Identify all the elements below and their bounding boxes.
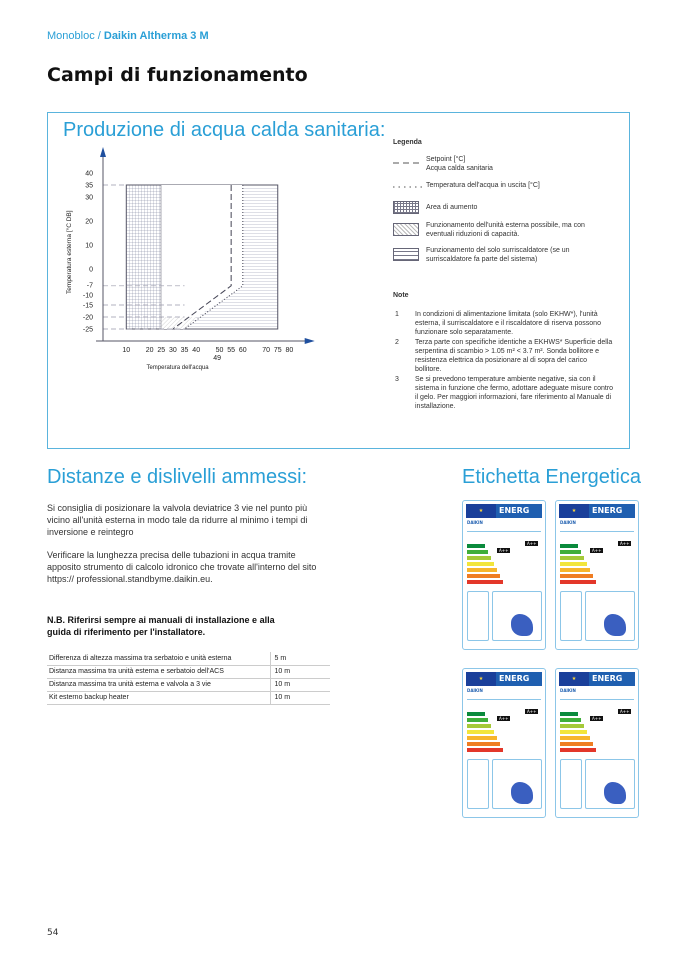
energy-label-card [555,500,639,650]
x-tick-label: 50 [215,347,224,354]
energy-label-card [462,500,546,650]
nb-note: N.B. Riferirsi sempre ai manuali di installazione e alla guida di riferimento per l'installatore. [47,615,275,637]
legend-text: Funzionamento del solo surriscaldatore (se un [426,247,570,254]
europe-map-icon [492,759,542,809]
y-axis-arrow [100,147,106,157]
energy-label-title: Etichetta Energetica [462,466,641,488]
x-tick-label: 80 [285,347,294,354]
table-row [47,691,330,704]
row-value: 10 m [270,678,330,691]
breadcrumb-product: Daikin Altherma 3 M [103,30,209,42]
legend-item-surriscaldatore [393,246,623,271]
europe-map-icon [585,591,635,641]
dhw-title: Produzione di acqua calda sanitaria: [63,119,386,141]
note-text: Se si prevedono temperature ambiente negative, sia con il sistema in funzione che fermo, adottare adeguate misure contro il gelo. Per maggiori informazioni, fare riferimento al Manuale di installazione. [415,376,614,410]
efficiency-class-bar [467,712,485,716]
brand-logo: DAIKIN [560,688,576,693]
eu-flag-icon: ★ [559,504,589,518]
operating-range-chart [60,143,320,378]
class-arrow: A++ [592,716,602,721]
legend-text: Funzionamento dell'unità esterna possibile, ma con [426,222,585,229]
efficiency-class-bar [467,736,497,740]
legend [393,138,623,412]
x-tick-label: 40 [192,347,201,354]
legend-item-setpoint [393,155,623,177]
table-row [47,678,330,691]
breadcrumb-section: Monobloc / [47,30,104,42]
dhw-section [47,112,630,449]
efficiency-class-bar [467,562,494,566]
efficiency-class-bar [467,574,500,578]
row-label: Kit esterno backup heater [47,691,270,704]
table-row [47,665,330,678]
brand-logo: DAIKIN [467,688,483,693]
efficiency-class-bar [560,712,578,716]
efficiency-class-bar [560,724,584,728]
y-tick-label: -15 [82,302,93,310]
legend-text: Area di aumento [426,204,478,211]
legend-text: Temperatura dell'acqua in uscita [°C] [426,182,540,189]
legend-item-outlet [393,177,623,199]
row-label: Differenza di altezza massima tra serbatoio e unità esterna [47,652,270,665]
y-tick-label: 10 [85,242,93,250]
row-label: Distanza massima tra unità esterna e valvola a 3 vie [47,678,270,691]
class-arrow: A++ [592,548,602,553]
efficiency-class-bar [560,550,581,554]
legend-item-riduzione [393,221,623,246]
row-value: 10 m [270,665,330,678]
efficiency-class-bar [560,748,596,752]
efficiency-class-bar [467,544,485,548]
row-value: 10 m [270,691,330,704]
y-tick-label: -10 [82,292,93,300]
x-tick-label: 75 [273,347,282,354]
grid-pattern-icon [393,201,419,214]
y-tick-label: -25 [82,326,93,334]
efficiency-class-bar [467,724,491,728]
legend-title: Legenda [393,139,422,146]
x-tick-label: 25 [157,347,166,354]
efficiency-class-bar [467,550,488,554]
y-axis-label: Temperatura esterna [°C DB] [66,210,73,294]
energy-label-card [462,668,546,818]
note-number: 3 [395,376,399,383]
distances-paragraph-2 [47,549,317,585]
efficiency-class-bar [560,580,596,584]
label-header [466,504,542,518]
notes-title: Note [393,292,409,299]
x-tick-label: 70 [262,347,270,354]
note-item [393,338,615,374]
efficiency-class-bar [560,568,590,572]
note-text: In condizioni di alimentazione limitata (solo EKHW*), l'unità esterna, il surriscaldatore e il riscaldatore di riserva possono funzionare solo separatamente. [415,311,601,336]
page-number: 54 [47,928,59,938]
y-tick-label: 20 [85,218,93,226]
paragraph-text: Verificare la lunghezza precisa delle tubazioni in acqua tramite apposito strumento di calcolo idronico che trovate all'interno del sito [47,550,317,572]
eu-flag-icon: ★ [466,672,496,686]
note-item [393,375,615,411]
efficiency-class-bar [560,556,584,560]
x-extra-label: 49 [213,355,222,362]
x-axis-label: Temperatura dell'acqua [146,365,209,371]
breadcrumb [47,30,209,42]
y-tick-label: 40 [85,170,93,178]
distances-paragraph-1: Si consiglia di posizionare la valvola deviatrice 3 vie nel punto più vicino all'unità esterna in modo tale da ridurre al minimo i tempi di inversione e reintegro [47,503,308,537]
house-icon [560,591,582,641]
efficiency-class-bar [560,718,581,722]
class-arrow: A++ [527,709,537,714]
x-tick-label: 60 [238,347,247,354]
label-header [559,504,635,518]
house-icon [467,591,489,641]
europe-map-icon [492,591,542,641]
y-tick-label: -20 [82,314,93,322]
legend-item-aumento [393,199,623,221]
dashed-line-icon [393,161,423,165]
eu-flag-icon: ★ [559,672,589,686]
notes-list [393,310,615,411]
energ-word: ENERG [499,506,530,515]
note-number: 1 [395,311,399,318]
efficiency-class-bar [467,568,497,572]
efficiency-class-bar [467,718,488,722]
brand-logo: DAIKIN [467,520,483,525]
website-link[interactable]: https:// professional.standbyme.daikin.eu. [47,574,213,584]
energ-word: ENERG [592,674,623,683]
efficiency-class-bar [560,544,578,548]
dotted-line-icon [393,185,423,189]
x-tick-label: 35 [180,347,189,354]
row-label: Distanza massima tra unità esterna e serbatoio dell'ACS [47,665,270,678]
hatch-pattern-icon [393,223,419,236]
table-row [47,652,330,665]
efficiency-class-bar [467,730,494,734]
efficiency-class-bar [467,580,503,584]
legend-text: surriscaldatore fa parte del sistema) [426,256,538,263]
efficiency-class-bar [467,748,503,752]
x-tick-label: 20 [145,347,154,354]
note-item [393,310,615,337]
x-tick-label: 55 [227,347,236,354]
legend-text: Acqua calda sanitaria [426,165,493,172]
brand-logo: DAIKIN [560,520,576,525]
class-arrow: A++ [620,709,630,714]
x-tick-label: 30 [169,347,177,354]
class-arrow: A++ [499,716,509,721]
efficiency-class-bar [467,556,491,560]
class-arrow: A++ [620,541,630,546]
europe-map-icon [585,759,635,809]
class-arrow: A++ [527,541,537,546]
efficiency-class-bar [560,562,587,566]
energ-word: ENERG [499,674,530,683]
class-arrow: A++ [499,548,509,553]
energy-label-card [555,668,639,818]
house-icon [467,759,489,809]
energ-word: ENERG [592,506,623,515]
x-tick-label: 10 [122,347,131,354]
label-header [466,672,542,686]
efficiency-class-bar [560,742,593,746]
efficiency-class-bar [560,736,590,740]
eu-flag-icon: ★ [466,504,496,518]
y-tick-label: 35 [85,182,93,190]
x-axis-arrow [305,338,315,344]
efficiency-class-bar [560,574,593,578]
page-title: Campi di funzionamento [47,64,308,86]
row-value: 5 m [270,652,330,665]
efficiency-class-bar [467,742,500,746]
label-header [559,672,635,686]
y-tick-label: 30 [85,194,93,202]
distances-title: Distanze e dislivelli ammessi: [47,466,308,488]
aumento-region [126,185,161,329]
legend-text: eventuali riduzioni di capacità. [426,231,520,238]
lines-pattern-icon [393,248,419,261]
y-tick-label: -7 [86,282,93,290]
efficiency-class-bar [560,730,587,734]
house-icon [560,759,582,809]
note-number: 2 [395,339,399,346]
y-tick-label: 0 [89,266,93,274]
note-text: Terza parte con specifiche identiche a EKHWS* Superficie della serpentina di scambio > 1.05 m² < 3.7 m². Sonda bollitore e resistenza elettrica da posizionare al di sopra del carico bollitore. [415,339,613,373]
legend-text: Setpoint [°C] [426,156,466,163]
distances-table [47,652,330,705]
